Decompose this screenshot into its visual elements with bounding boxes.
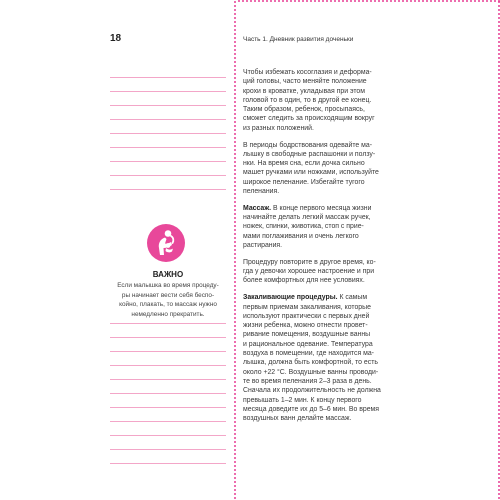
tip-body	[110, 281, 226, 319]
text-line: более комфортных для нее условиях.	[243, 277, 365, 285]
text-line: превышать 1–2 мин. К концу первого	[243, 396, 362, 404]
note-line	[110, 449, 226, 450]
text-line: машет ручками или ножками, используйте	[243, 169, 379, 177]
text-line: воздушных ванн делайте массаж.	[243, 415, 352, 423]
decorative-dotted-divider	[234, 0, 236, 500]
note-line	[110, 351, 226, 352]
text-line: сможет следить за происходящим вокруг	[243, 115, 375, 123]
tip-line: ры начинает вести себя беспо-	[121, 291, 215, 299]
text-line: Чтобы избежать косоглазия и деформа-	[243, 69, 372, 76]
note-line	[110, 435, 226, 436]
tip-line: немедленно прекратить.	[131, 310, 205, 318]
note-line	[110, 91, 226, 92]
text-line: ций головы, часто меняйте положение	[243, 78, 367, 86]
decorative-dotted-border-top	[237, 0, 500, 2]
paragraph	[243, 68, 473, 133]
text-line	[243, 293, 473, 302]
text-line: крохи в кроватке, укладывая при этом	[243, 87, 366, 95]
text-line: нки. На время сна, если дочка сильно	[243, 160, 365, 168]
text-line: из разных положений.	[243, 124, 314, 132]
text-line: мами поглаживания и очень легкого	[243, 232, 359, 240]
tip-line: Если малышка во время процеду-	[117, 282, 219, 289]
note-line	[110, 365, 226, 366]
text-line: начинайте делать легкий массаж ручек,	[243, 214, 371, 222]
paragraph	[243, 204, 473, 250]
note-line	[110, 463, 226, 464]
text-line: В периоды бодрствования одевайте ма-	[243, 141, 373, 149]
note-line	[110, 421, 226, 422]
text-line: головой то в один, то в другой ее конец.	[243, 96, 372, 104]
tip-line: койно, плакать, то массаж нужно	[119, 301, 217, 309]
text-line: пеленания.	[243, 188, 280, 196]
text-line: широкое пеленание. Избегайте тугого	[243, 178, 365, 186]
text-line: растирания.	[243, 242, 283, 250]
note-line	[110, 189, 226, 190]
note-line	[110, 161, 226, 162]
paragraph	[243, 141, 473, 197]
text-line: используют практически с первых дней	[243, 312, 370, 320]
text-line: воздуха в помещении, где находится ма-	[243, 350, 374, 358]
text-line: лышку в свободные распашонки и ползу-	[243, 150, 376, 158]
text-line: Сначала их продолжительность не должна	[243, 387, 381, 395]
paragraph	[243, 293, 473, 423]
note-line	[110, 407, 226, 408]
text-line: Таким образом, ребенок, просыпаясь,	[243, 106, 365, 114]
note-line	[110, 175, 226, 176]
paragraph	[243, 258, 473, 286]
text-line: около +22 °C. Воздушные ванны проводи-	[243, 368, 379, 376]
mother-and-baby-icon	[147, 224, 185, 262]
note-line	[110, 105, 226, 106]
note-line	[110, 323, 226, 324]
note-line	[110, 133, 226, 134]
note-line	[110, 147, 226, 148]
text-line: те во время пеленания 2–3 раза в день.	[243, 377, 372, 385]
note-line	[110, 119, 226, 120]
paragraph-lead: Массаж.	[243, 204, 272, 212]
note-line	[110, 77, 226, 78]
text-line: ножек, спинки, животика, стоп с прие-	[243, 223, 364, 231]
text-line: ривание помещения, воздушные ванны	[243, 331, 371, 339]
text-line	[243, 204, 473, 213]
note-line	[110, 379, 226, 380]
text-line: первым приемам закаливания, которые	[243, 303, 371, 311]
paragraph-lead: Закаливающие процедуры.	[243, 294, 338, 302]
text-line: лышка, должна быть комфортной, то есть	[243, 359, 378, 367]
note-line	[110, 337, 226, 338]
text-fragment: В конце первого месяца жизни	[271, 204, 372, 212]
text-line: Процедуру повторите в другое время, ко-	[243, 258, 376, 266]
text-line: и рациональное одевание. Температура	[243, 340, 373, 348]
tip-title: ВАЖНО	[152, 270, 184, 279]
text-line: жизни ребенка, можно отнести провет-	[243, 322, 368, 330]
text-fragment: К самым	[337, 294, 368, 302]
text-line: гда у девочки хорошее настроение и при	[243, 268, 375, 276]
text-line: месяца доведите их до 5–6 мин. Во время	[243, 405, 379, 413]
main-text	[243, 68, 473, 431]
note-line	[110, 393, 226, 394]
page-number: 18	[110, 33, 122, 44]
running-head: Часть 1. Дневник развития доченьки	[243, 36, 354, 43]
